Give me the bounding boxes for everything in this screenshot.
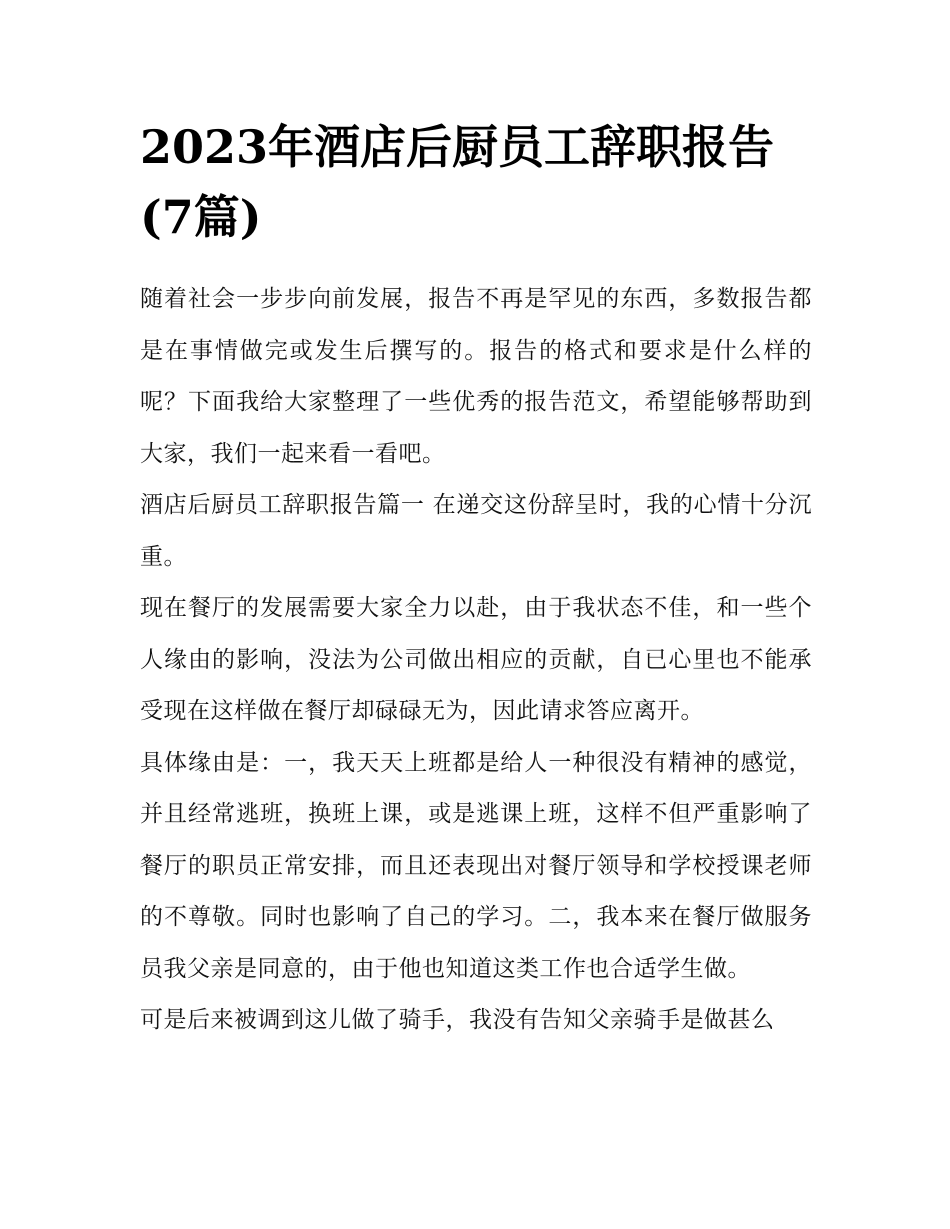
paragraph-intro: 随着社会一步步向前发展，报告不再是罕见的东西，多数报告都是在事情做完或发生后撰写的。报告的格式和要求是什么样的呢？下面我给大家整理了一些优秀的报告范文，希望能够帮助到大家，我们一起来看一看吧。 (140, 286, 812, 467)
document-body (140, 112, 812, 1047)
paragraph-section-one-opening: 酒店后厨员工辞职报告篇一 在递交这份辞呈时，我的心情十分沉重。 (140, 492, 812, 570)
document-title: 2023年酒店后厨员工辞职报告(7篇) (140, 120, 775, 244)
paragraph-reason-summary: 现在餐厅的发展需要大家全力以赴，由于我状态不佳，和一些个人缘由的影响，没法为公司做出相应的贡献，自已心里也不能承受现在这样做在餐厅却碌碌无为，因此请求答应离开。 (140, 595, 812, 724)
paragraph-specific-reasons: 具体缘由是：一，我天天上班都是给人一种很没有精神的感觉，并且经常逃班，换班上课，或是逃课上班，这样不但严重影响了餐厅的职员正常安排，而且还表现出对餐厅领导和学校授课老师的不尊敬。同时也影响了自己的学习。二，我本来在餐厅做服务员我父亲是同意的，由于他也知道这类工作也合适学生做。 (140, 749, 812, 982)
paragraph-rider-job: 可是后来被调到这儿做了骑手，我没有告知父亲骑手是做甚么 (140, 1007, 775, 1033)
